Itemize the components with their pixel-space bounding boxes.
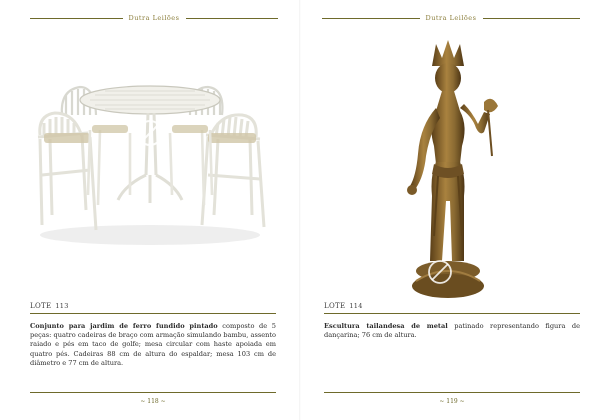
page-footer [30, 392, 276, 403]
lot-description [324, 322, 580, 340]
lot-description-text: composto de 5 peças: quatro cadeiras de braço com armação simulando bambu, assento raiado e pés em taco de golfe; mesa circular com haste apoiada em quatro pés. Cadeiras 88 cm de altura do espaldar; mesa 103 cm de diâmetro e 77 cm de altura. [30, 322, 276, 367]
header-rule [30, 18, 123, 19]
garden-furniture-photo [30, 75, 270, 250]
lot-label: LOTE [30, 302, 52, 310]
brand-name: Dutra Leilões [425, 14, 477, 22]
lot-description [30, 322, 276, 368]
lot-number: 113 [55, 302, 69, 310]
page-number: ~ 118 ~ [140, 397, 166, 405]
header-rule [322, 18, 420, 19]
lot-title: Escultura tailandesa de metal [324, 322, 448, 330]
page-number: ~ 119 ~ [439, 397, 465, 405]
lot-label: LOTE [324, 302, 346, 310]
lot-description-text: patinado representando figura de dançarina; 76 cm de altura. [324, 322, 580, 340]
brand-name: Dutra Leilões [128, 14, 180, 22]
lot-header [324, 302, 580, 314]
page-footer [324, 392, 580, 403]
page-header [322, 12, 580, 24]
header-rule [483, 18, 581, 19]
page-header [30, 12, 278, 24]
right-page [300, 0, 600, 420]
lot-title: Conjunto para jardim de ferro fundido pintado [30, 322, 218, 330]
lot-number: 114 [349, 302, 363, 310]
bronze-sculpture-photo [380, 36, 520, 306]
header-rule [186, 18, 279, 19]
lot-header [30, 302, 276, 314]
